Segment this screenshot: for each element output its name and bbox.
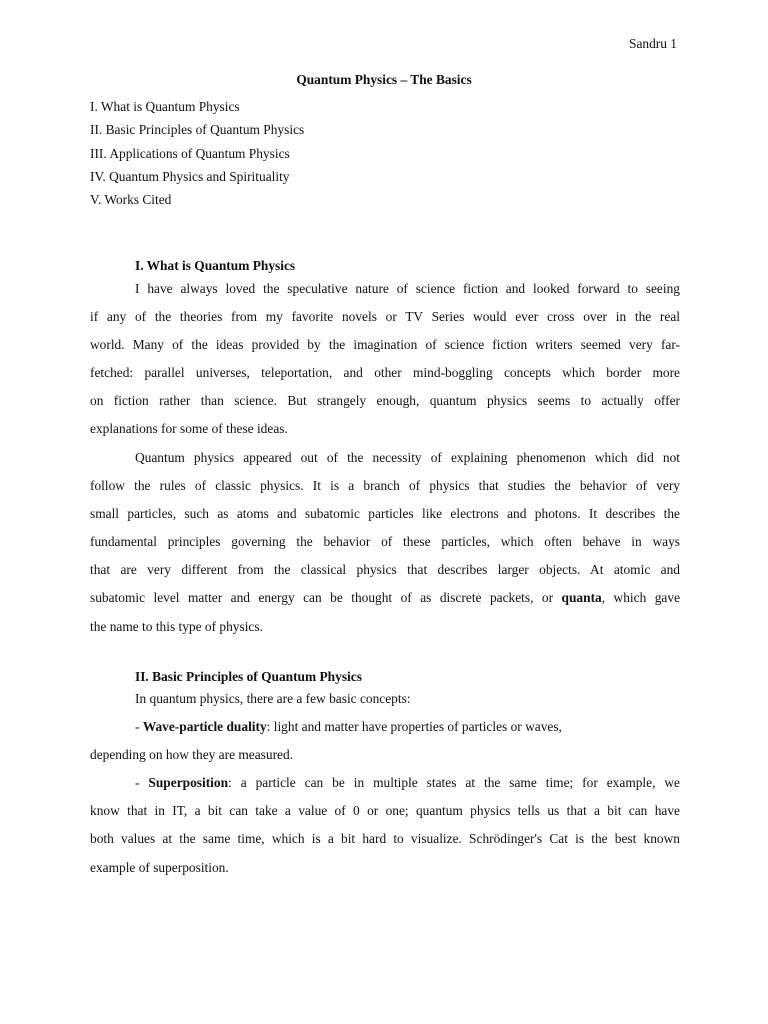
paragraph-line: on fiction rather than science. But strangely enough, quantum physics seems to actually offer [90,393,680,409]
paragraph-line: fundamental principles governing the behavior of these particles, which often behave in ways [90,534,680,550]
section-heading-2: II. Basic Principles of Quantum Physics [135,669,362,684]
toc-item: II. Basic Principles of Quantum Physics [90,122,305,138]
paragraph-line: depending on how they are measured. [90,747,294,763]
list-item: - Wave-particle duality: light and matter have properties of particles or waves, [135,719,562,735]
paragraph-line: both values at the same time, which is a bit hard to visualize. Schrödinger's Cat is the best known [90,831,680,847]
paragraph-line: I have always loved the speculative nature of science fiction and looked forward to seeing [135,281,680,296]
paragraph-line: fetched: parallel universes, teleportation, and other mind-boggling concepts which border more [90,365,680,381]
paragraph-line: world. Many of the ideas provided by the imagination of science fiction writers seemed very far- [90,337,680,353]
paragraph-line: if any of the theories from my favorite novels or TV Series would ever cross over in the real [90,309,680,325]
running-header: Sandru 1 [629,36,677,51]
table-of-contents [90,95,304,211]
paragraph-line: follow the rules of classic physics. It is a branch of physics that studies the behavior of very [90,478,680,494]
term-wave-particle-duality: Wave-particle duality [142,719,267,735]
paragraph-1 [90,275,680,444]
toc-item: III. Applications of Quantum Physics [90,145,290,161]
paragraph-2 [90,444,680,641]
list-item: - Superposition: a particle can be in multiple states at the same time; for example, we [135,775,680,791]
term-superposition: Superposition [148,775,229,791]
paragraph-line: subatomic level matter and energy can be thought of as discrete packets, or quanta, which gave [90,590,681,606]
paragraph-line: explanations for some of these ideas. [90,421,288,437]
toc-item: V. Works Cited [90,192,172,208]
document-title: Quantum Physics – The Basics [296,72,472,87]
paragraph-line: Quantum physics appeared out of the necessity of explaining phenomenon which did not [135,450,680,465]
toc-item: I. What is Quantum Physics [90,99,240,114]
paragraph-line: small particles, such as atoms and subatomic particles like electrons and photons. It describes the [90,506,680,522]
paragraph-line: the name to this type of physics. [90,618,263,634]
paragraph-line: that are very different from the classical physics that describes larger objects. At atomic and [90,562,680,578]
paragraph-line: know that in IT, a bit can take a value of 0 or one; quantum physics tells us that a bit can have [90,803,680,819]
toc-item: IV. Quantum Physics and Spirituality [90,168,290,184]
section-heading-1: I. What is Quantum Physics [135,258,296,273]
term-quanta: quanta [561,590,602,606]
paragraph-line: example of superposition. [90,859,229,875]
paragraph-line: In quantum physics, there are a few basic concepts: [135,691,411,706]
paragraph-3 [90,685,680,882]
